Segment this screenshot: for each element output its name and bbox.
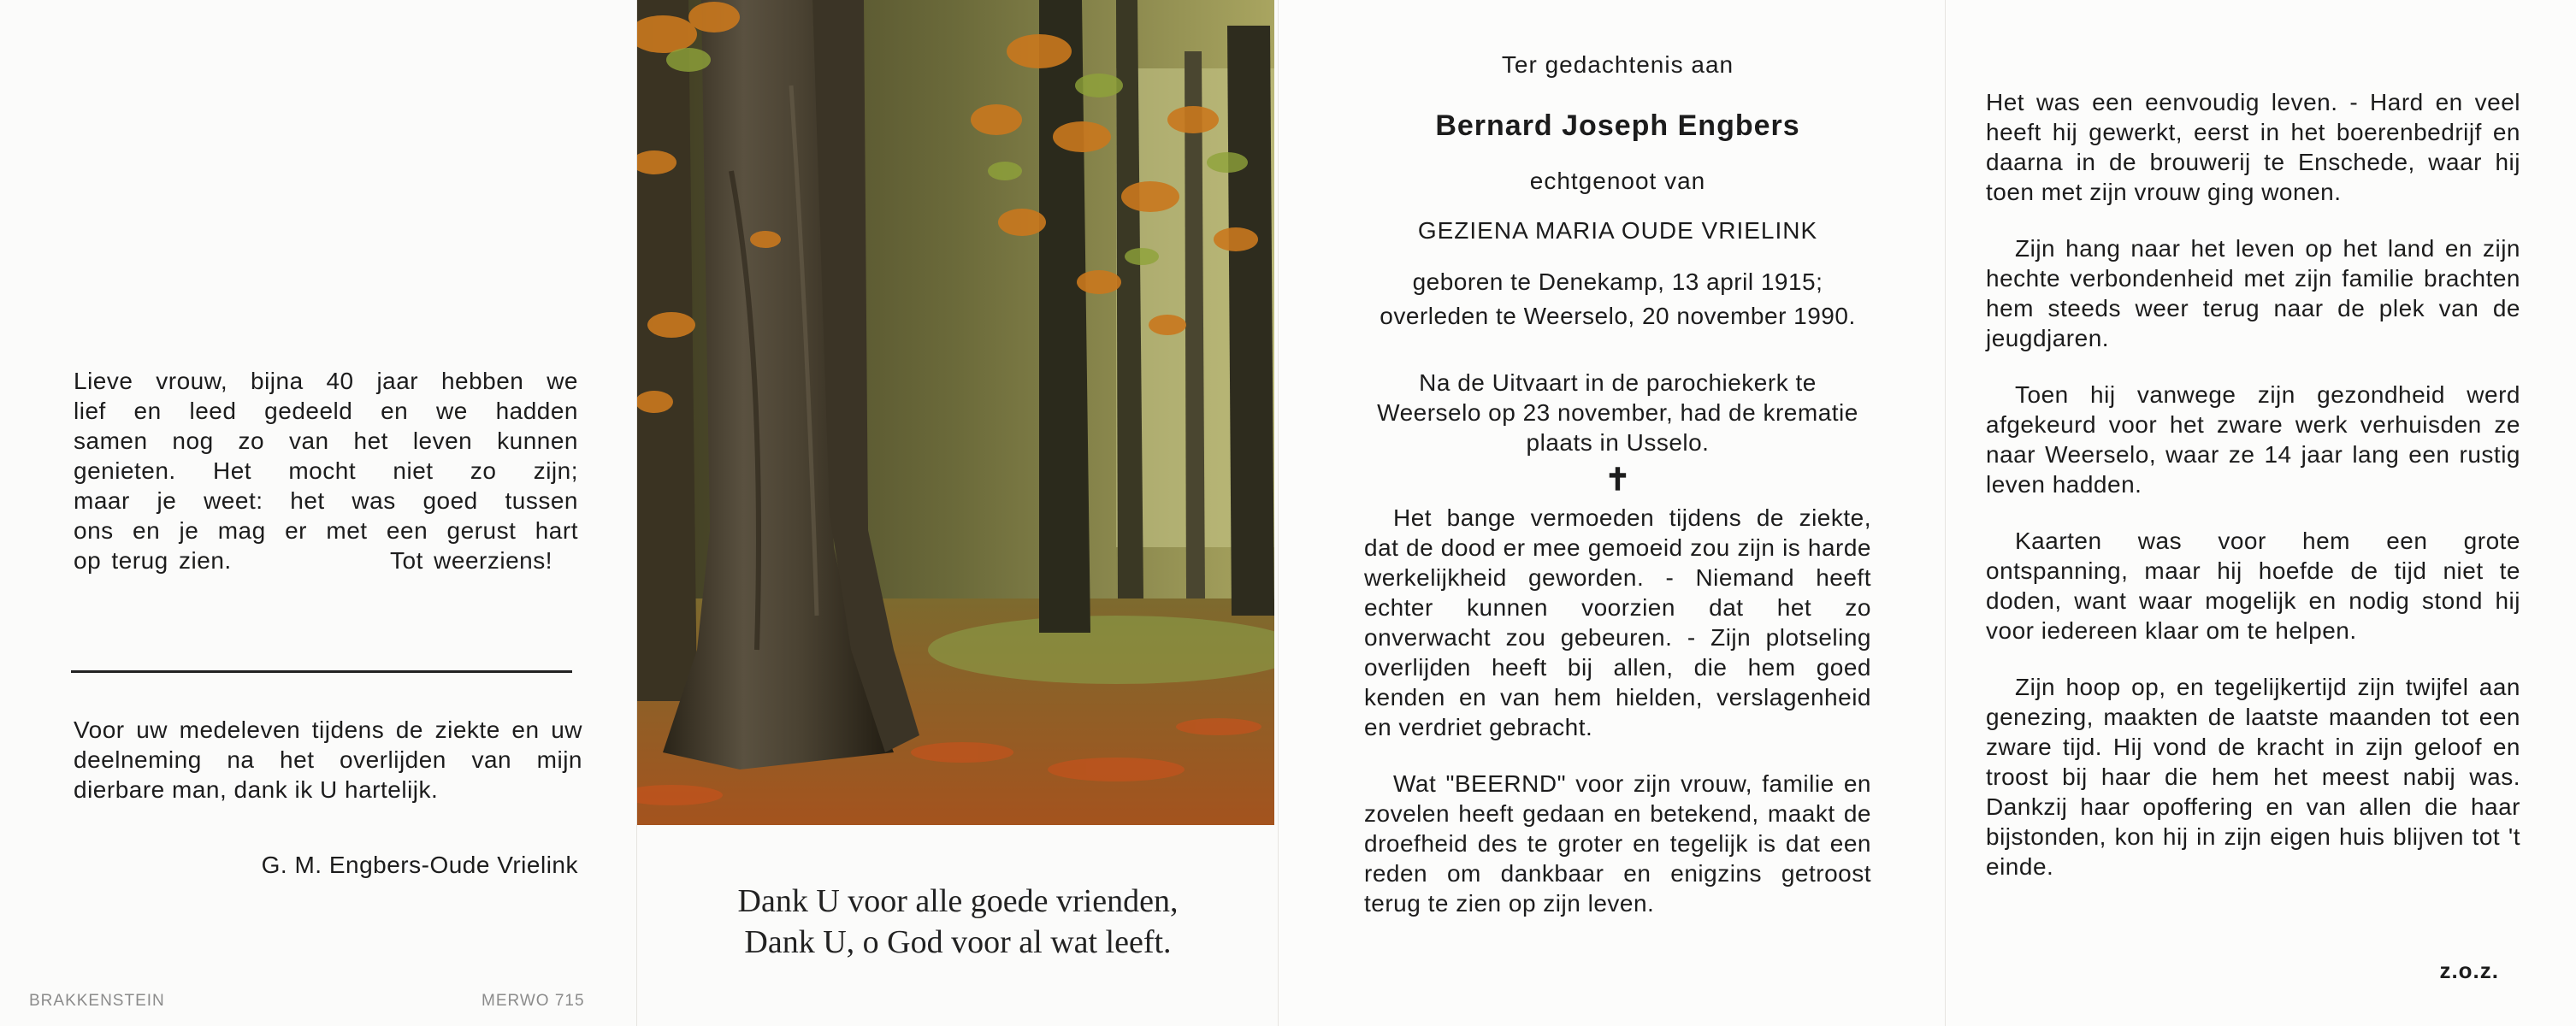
- poem-line: lief en leed gedeeld en we hadden: [74, 398, 578, 424]
- printer-name: BRAKKENSTEIN: [29, 992, 165, 1010]
- left-panel: [0, 0, 637, 1026]
- paragraph: Zijn hoop op, en tegelijkertijd zijn twijfel aan genezing, maakten de laatste maanden tot een zware tijd. Hij vond de kracht in zijn geloof en troost bij haar die hem het meest nabij was. Dankzij haar opoffering en van allen die haar bijstonden, kon hij in zijn eigen huis blijven tot 't einde.: [1986, 674, 2520, 880]
- paragraph: Het was een eenvoudig leven. - Hard en veel heeft hij gewerkt, eerst in het boerenbedrijf en daarna in de brouwerij te Enschede, waar hij toen met zijn vrouw ging wonen.: [1986, 89, 2520, 205]
- poem-line: Lieve vrouw, bijna 40 jaar hebben we: [74, 368, 578, 394]
- paragraph: Toen hij vanwege zijn gezondheid werd afgekeurd voor het zware werk verhuisden ze naar Weerselo, waar ze 14 jaar lang een rustig leven hadden.: [1986, 381, 2520, 498]
- spouse-name: GEZIENA MARIA OUDE VRIELINK: [1417, 217, 1818, 244]
- poem-last-left: op terug zien.: [74, 547, 232, 574]
- paragraph: Het bange vermoeden tijdens de ziekte, dat de dood er mee gemoeid zou zijn is harde werkelijkheid geworden. - Niemand heeft echter kunnen voorzien dat het zo onverwacht zou gebeuren. - Zijn plotseling overlijden heeft bij allen, die hem goed kenden en van hem hielden, verslagenheid en verdriet gebracht.: [1364, 504, 1871, 740]
- cross-icon: ✝: [1604, 462, 1631, 497]
- card-number: MERWO 715: [482, 992, 585, 1010]
- obituary-body: [1364, 503, 1871, 945]
- heading: Ter gedachtenis aan: [1501, 51, 1734, 78]
- life-story: [1986, 87, 2520, 908]
- photo-panel: [637, 0, 1279, 1026]
- quote-line: Dank U voor alle goede vrienden,: [737, 883, 1179, 919]
- autumn-trees-photo: [637, 0, 1274, 825]
- see-reverse-note: z.o.z.: [2439, 958, 2499, 983]
- divider: [71, 670, 572, 673]
- poem-line: ons en je mag er met een gerust hart: [74, 517, 578, 544]
- poem-line: maar je weet: het was goed tussen: [74, 487, 578, 514]
- poem-line: samen nog zo van het leven kunnen: [74, 428, 578, 454]
- poem: [74, 366, 578, 575]
- poem-last-line: [74, 545, 578, 575]
- signature: G. M. Engbers-Oude Vrielink: [261, 852, 578, 878]
- paragraph: Zijn hang naar het leven op het land en zijn hechte verbondenheid met zijn familie brachten hem steeds weer terug naar de plek van de jeugdjaren.: [1986, 235, 2520, 351]
- paragraph: Wat "BEERND" voor zijn vrouw, familie en zovelen heeft gedaan en betekend, maakt de droefheid des te groter en tegelijk is dat een reden om dankbaar en enigzins getroost terug te zien op zijn leven.: [1364, 770, 1871, 917]
- birth-info: geboren te Denekamp, 13 april 1915;: [1412, 268, 1823, 295]
- deceased-name: Bernard Joseph Engbers: [1435, 109, 1800, 142]
- paragraph: Kaarten was voor hem een grote ontspanning, maar hij hoefde de tijd niet te doden, want waar mogelijk en nodig stond hij voor iedereen klaar om te helpen.: [1986, 528, 2520, 644]
- poem-last-right: Tot weerziens!: [390, 547, 552, 574]
- obituary-panel: [1279, 0, 1946, 1026]
- poem-line: genieten. Het mocht niet zo zijn;: [74, 457, 578, 484]
- quote-line: Dank U, o God voor al wat leeft.: [744, 924, 1172, 960]
- right-panel: [1946, 0, 2576, 1026]
- quote: [637, 881, 1279, 963]
- spouse-label: echtgenoot van: [1529, 168, 1706, 194]
- thanks-text: Voor uw medeleven tijdens de ziekte en uw deelneming na het overlijden van mijn dierbare man, dank ik U hartelijk.: [74, 716, 582, 803]
- funeral-info: Na de Uitvaart in de parochiekerk te Weerselo op 23 november, had de krematie plaats in Usselo.: [1377, 369, 1858, 456]
- death-info: overleden te Weerselo, 20 november 1990.: [1380, 303, 1856, 329]
